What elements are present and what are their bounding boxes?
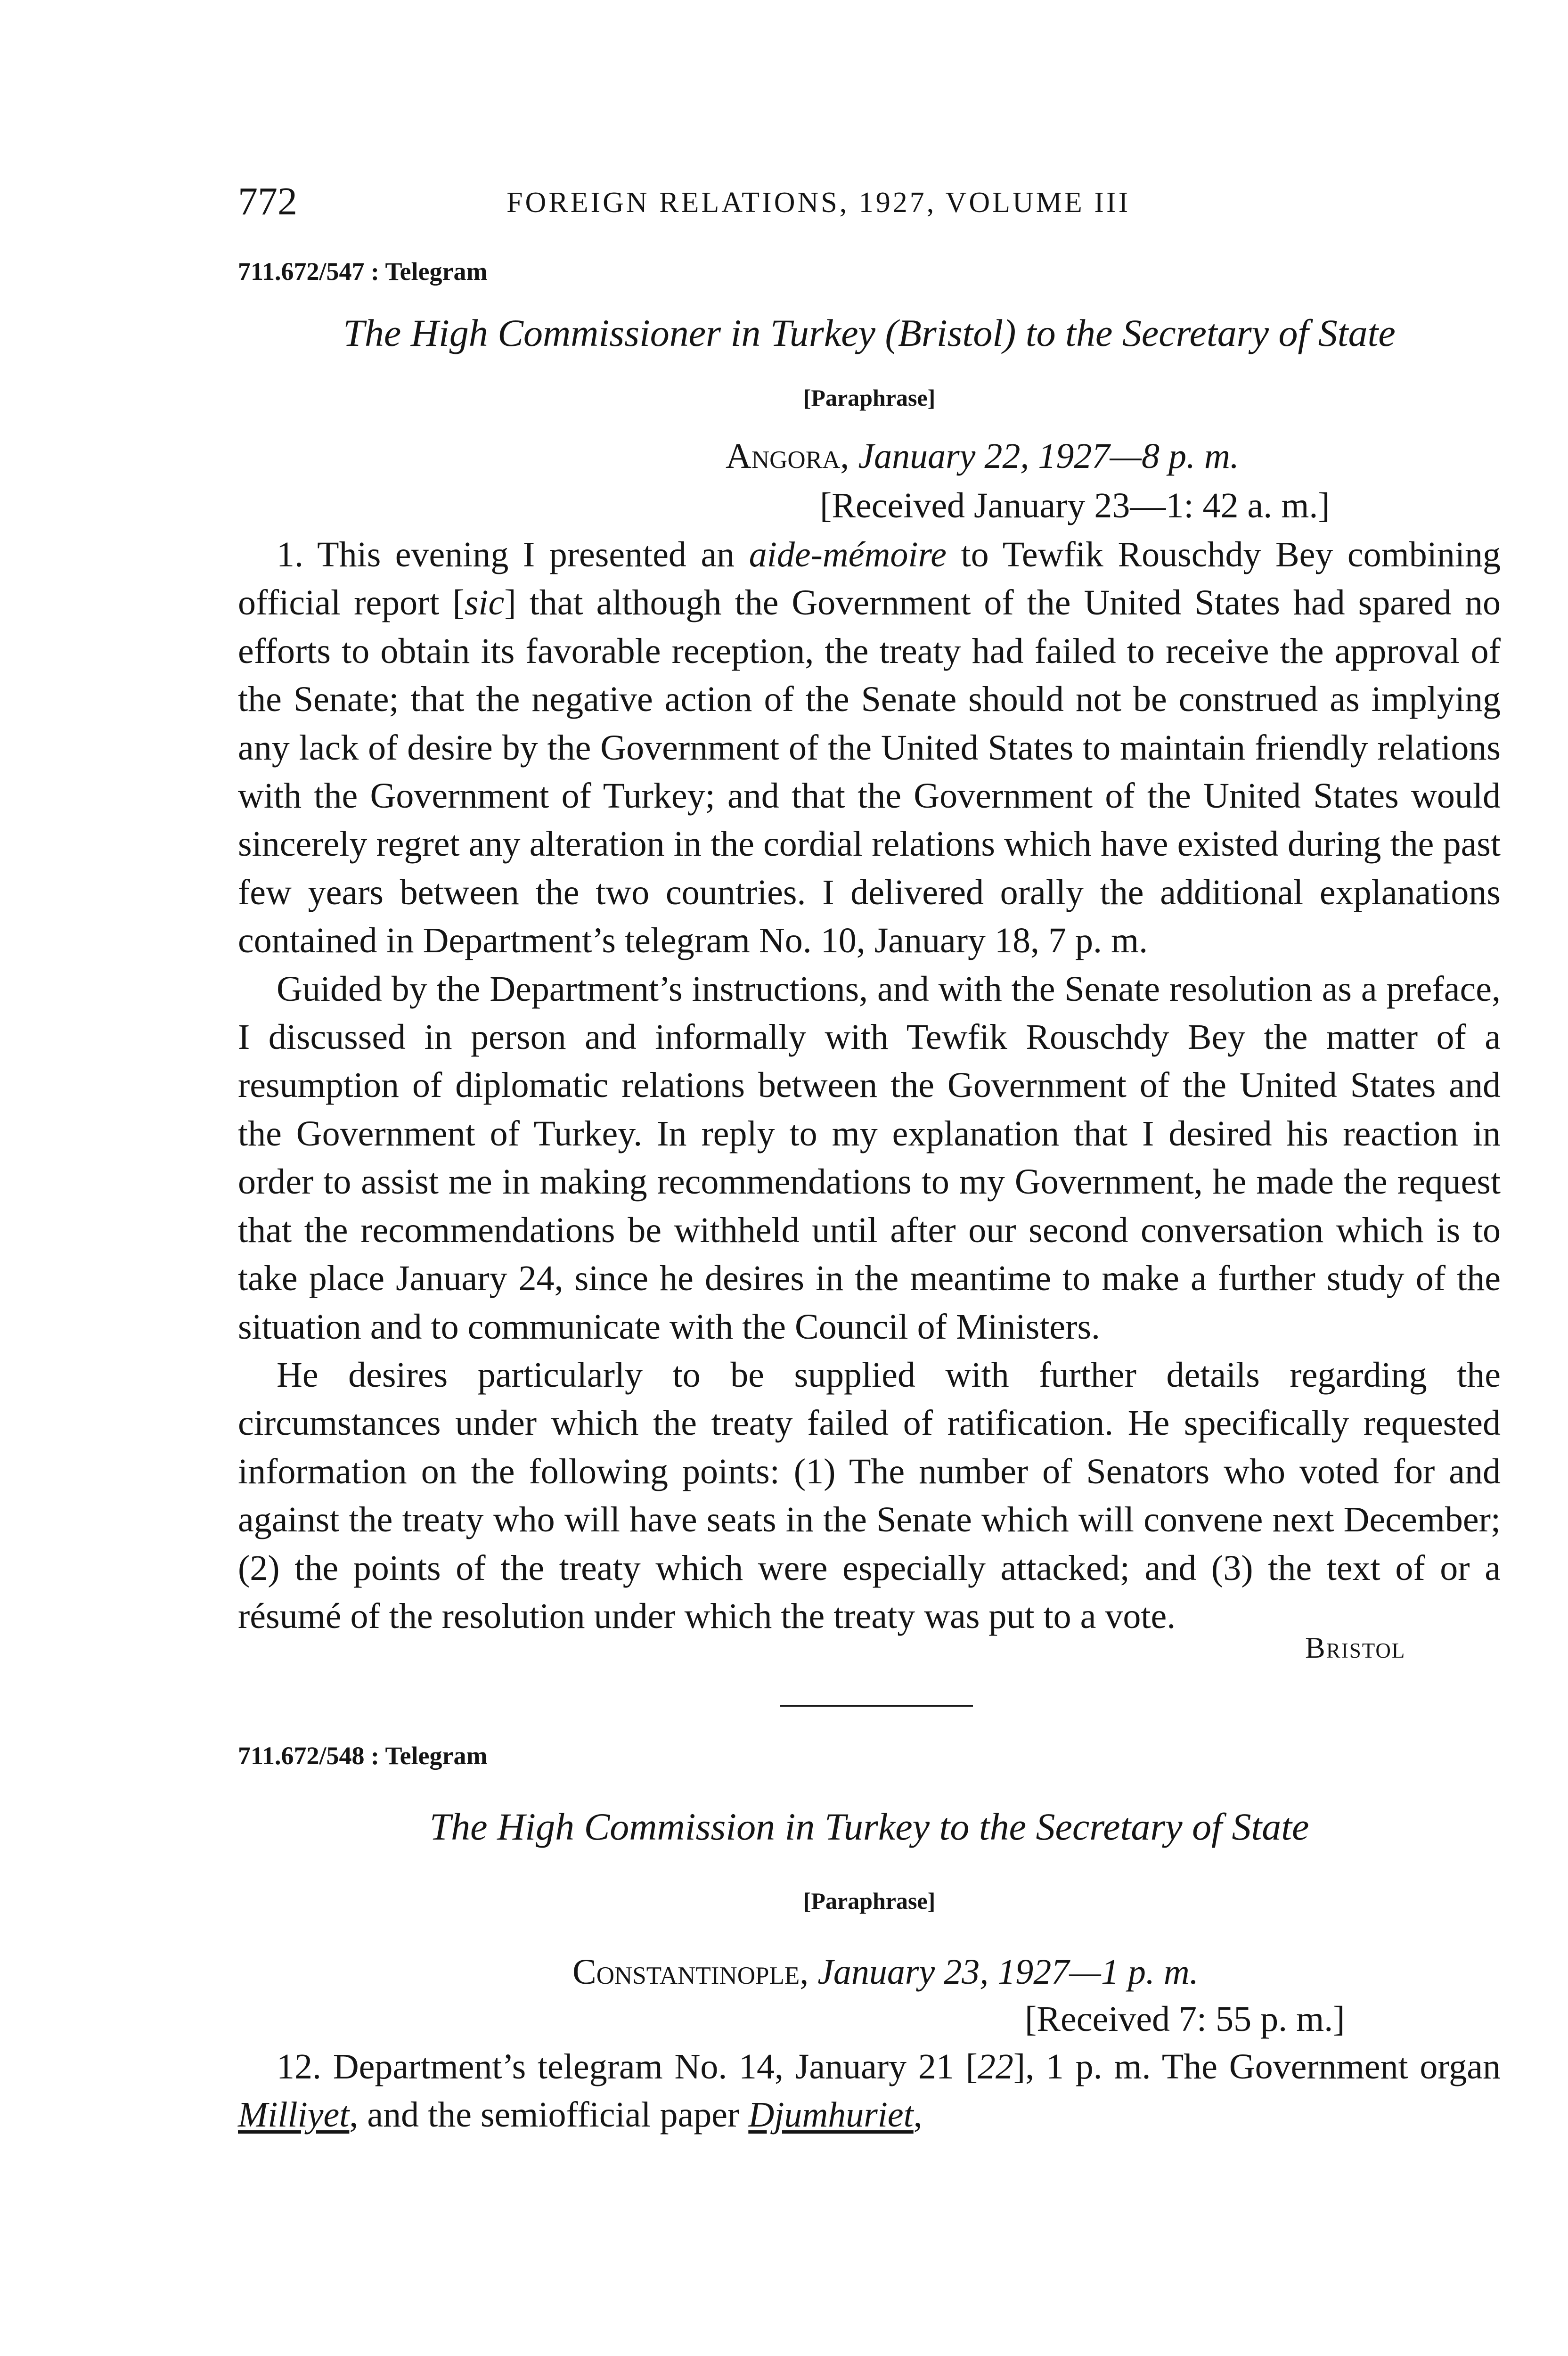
- page-number: 772: [238, 180, 297, 223]
- running-head: [238, 181, 1510, 233]
- dateline: [726, 436, 1239, 477]
- dateline-place: Constantinople,: [572, 1952, 809, 1992]
- document-heading: The High Commission in Turkey to the Secretary of State: [429, 1805, 1309, 1848]
- file-reference: 711.672/548 : Telegram: [238, 1742, 488, 1770]
- section-divider: [780, 1705, 973, 1707]
- text-run: ,: [913, 2095, 923, 2135]
- message-body: [238, 2043, 1501, 2139]
- text-run: , and the semiofficial paper: [349, 2095, 749, 2135]
- text-run-italic: Djumhuriet: [748, 2095, 914, 2135]
- text-run: 12. Department’s telegram No. 14, January 21 [: [277, 2047, 978, 2086]
- text-run: 1. This evening I presented an: [277, 535, 749, 574]
- text-run: to Tewfik Rouschdy Bey combining official report [: [238, 535, 1501, 623]
- paragraph-2: Guided by the Department’s instructions, and with the Senate resolution as a preface, I discussed in person and informally with Tewfik Rouschdy Bey the matter of a resumption of diplomatic relations between the Government of the United States and the Government of Turkey. In reply to my explanation that I desired his reaction in order to assist me in making recommendations to my Government, he made the request that the recommendations be withheld until after our second conversation which is to take place January 24, since he desires in the meantime to make a further study of the situation and to communicate with the Council of Ministers.: [238, 969, 1501, 1347]
- text-run-italic: aide-mémoire: [749, 535, 947, 574]
- paragraph-3: He desires particularly to be supplied with further details regarding the circumstances under which the treaty failed of ratification. He specifically requested information on the following points: (1) The number of Senators who voted for and against the treaty who will have seats in the Senate which will convene next December; (2) the points of the treaty which were especially attacked; and (3) the text of or a résumé of the resolution under which the treaty was put to a vote.: [238, 1355, 1501, 1636]
- message-body: [238, 531, 1501, 1640]
- text-run-italic: 22: [977, 2047, 1013, 2086]
- dateline-place: Angora,: [726, 436, 849, 476]
- running-title: FOREIGN RELATIONS, 1927, VOLUME III: [506, 187, 1131, 219]
- file-reference: 711.672/547 : Telegram: [238, 257, 488, 286]
- text-run: ], 1 p. m. The Government organ: [1013, 2047, 1501, 2086]
- received-line: [Received January 23—1: 42 a. m.]: [820, 486, 1330, 525]
- received-line: [Received 7: 55 p. m.]: [1025, 1999, 1345, 2039]
- text-run-italic: Milliyet: [238, 2095, 350, 2135]
- signature: Bristol: [1305, 1631, 1406, 1664]
- document-heading: The High Commissioner in Turkey (Bristol) to the Secretary of State: [343, 311, 1396, 354]
- text-run: ] that although the Government of the United States had spared no efforts to obtain its favorable reception, the treaty had failed to receive the approval of the Senate; that the negative action of the Senate should not be construed as implying any lack of desire by the Government of the United States to maintain friendly relations with the Government of Turkey; and that the Government of the United States would sincerely regret any alteration in the cordial relations which have existed during the past few years between the two countries. I delivered orally the additional explanations contained in Department’s telegram No. 10, January 18, 7 p. m.: [238, 583, 1501, 961]
- text-run-italic: sic: [464, 583, 505, 623]
- dateline-date: January 23, 1927—1 p. m.: [817, 1952, 1199, 1992]
- paraphrase-label: [Paraphrase]: [803, 1888, 936, 1914]
- dateline: [572, 1952, 1199, 1993]
- dateline-date: January 22, 1927—8 p. m.: [858, 436, 1239, 476]
- paraphrase-label: [Paraphrase]: [803, 384, 936, 411]
- paragraph-1: [238, 531, 1501, 965]
- paragraph-1: [238, 2043, 1501, 2139]
